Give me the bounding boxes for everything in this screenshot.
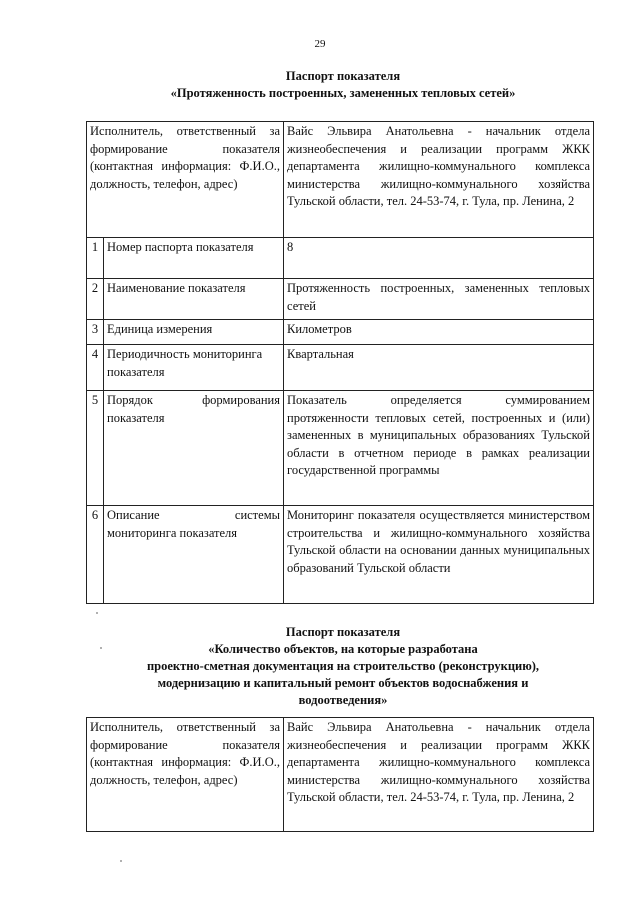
row-number: 6 — [87, 506, 104, 604]
scan-speck — [100, 647, 102, 649]
passport-2-title-line-3: проектно-сметная документация на строительство (реконструкцию), — [146, 659, 540, 673]
page-number: 29 — [314, 38, 326, 50]
executor-label: Исполнитель, ответственный за формирование показателя (контактная информация: Ф.И.О., должность, телефон, адрес) — [87, 122, 284, 238]
passport-2-title-line-4: модернизацию и капитальный ремонт объектов водоснабжения и — [157, 676, 529, 690]
row-value: Показатель определяется суммированием протяженности тепловых сетей, построенных и (или) замененных в муниципальных образованиях Тульской области в отчетном периоде в рамках реализации государственной программы — [284, 391, 594, 506]
passport-1-title-line-1: Паспорт показателя — [285, 69, 401, 83]
passport-2-title-line-2: «Количество объектов, на которые разработана — [208, 642, 478, 656]
row-label: Номер паспорта показателя — [104, 238, 284, 279]
row-value: Протяженность построенных, замененных тепловых сетей — [284, 279, 594, 320]
row-value: Мониторинг показателя осуществляется министерством строительства и жилищно-коммунального хозяйства Тульской области на основании данных муниципальных образований Тульской области — [284, 506, 594, 604]
row-number: 5 — [87, 391, 104, 506]
scan-speck — [120, 860, 122, 862]
passport-1-title-line-2: «Протяженность построенных, замененных тепловых сетей» — [170, 86, 516, 100]
row-label: Периодичность мониторинга показателя — [104, 345, 284, 391]
passport-2-title — [60, 624, 626, 709]
executor-value: Вайс Эльвира Анатольевна - начальник отдела жизнеобеспечения и реализации программ ЖКК департамента жилищно-коммунального комплекса министерства жилищно-коммунального хозяйства Тульской области, тел. 24-53-74, г. Тула, пр. Ленина, 2 — [284, 718, 594, 832]
table-row — [87, 320, 594, 345]
row-number: 1 — [87, 238, 104, 279]
passport-2-title-line-1: Паспорт показателя — [285, 625, 401, 639]
table-row — [87, 506, 594, 604]
row-value: Квартальная — [284, 345, 594, 391]
row-number: 4 — [87, 345, 104, 391]
passport-2-table — [86, 717, 594, 832]
table-row — [87, 238, 594, 279]
row-number: 2 — [87, 279, 104, 320]
table-row — [87, 279, 594, 320]
row-label: Единица измерения — [104, 320, 284, 345]
passport-1-title — [60, 68, 626, 102]
row-value: Километров — [284, 320, 594, 345]
passport-1-table — [86, 121, 594, 604]
row-label: Описание системы мониторинга показателя — [104, 506, 284, 604]
passport-2-title-line-5: водоотведения» — [298, 693, 388, 707]
table-row — [87, 391, 594, 506]
executor-row — [87, 122, 594, 238]
executor-value: Вайс Эльвира Анатольевна - начальник отдела жизнеобеспечения и реализации программ ЖКК департамента жилищно-коммунального комплекса министерства жилищно-коммунального хозяйства Тульской области, тел. 24-53-74, г. Тула, пр. Ленина, 2 — [284, 122, 594, 238]
row-number: 3 — [87, 320, 104, 345]
row-value: 8 — [284, 238, 594, 279]
executor-row — [87, 718, 594, 832]
executor-label: Исполнитель, ответственный за формирование показателя (контактная информация: Ф.И.О., должность, телефон, адрес) — [87, 718, 284, 832]
row-label: Порядок формирования показателя — [104, 391, 284, 506]
row-label: Наименование показателя — [104, 279, 284, 320]
table-row — [87, 345, 594, 391]
scan-speck — [96, 612, 98, 614]
